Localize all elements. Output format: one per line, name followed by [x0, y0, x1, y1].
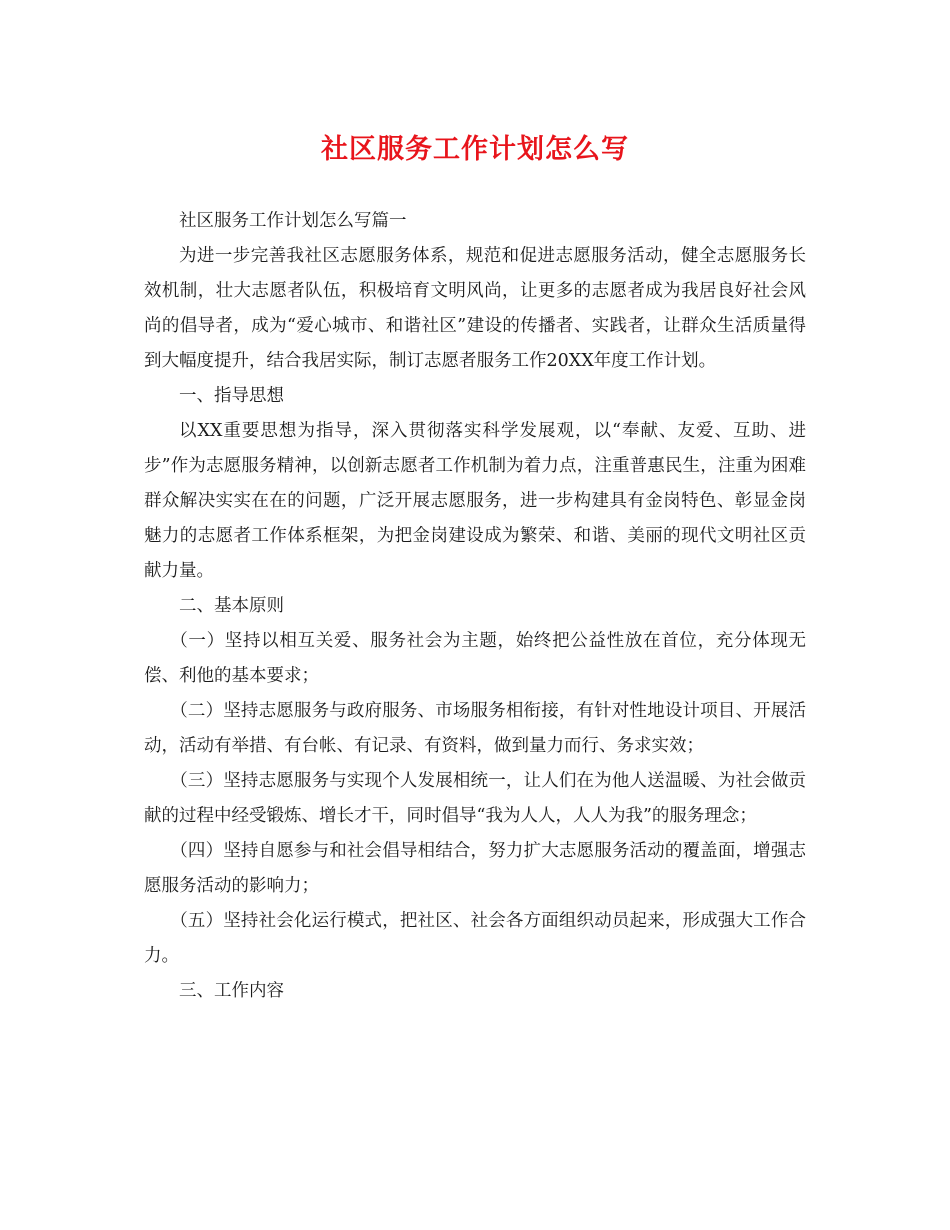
section-subtitle: 社区服务工作计划怎么写篇一 — [179, 211, 407, 231]
heading-work-content: 三、工作内容 — [179, 981, 284, 1001]
heading-guiding-ideology: 一、指导思想 — [179, 386, 284, 406]
guiding-ideology-paragraph: 以XX重要思想为指导，深入贯彻落实科学发展观，以“奉献、友爱、互助、进步”作为志愿服务精神，以创新志愿者工作机制为着力点，注重普惠民生，注重为困难群众解决实实在在的问题，广泛开展志愿服务，进一步构建具有金岗特色、彰显金岗魅力的志愿者工作体系框架，为把金岗建设成为繁荣、和谐、美丽的现代文明社区贡献力量。 — [144, 421, 806, 581]
principle-1: （一）坚持以相互关爱、服务社会为主题，始终把公益性放在首位，充分体现无偿、利他的基本要求； — [144, 631, 806, 686]
principle-2: （二）坚持志愿服务与政府服务、市场服务相衔接，有针对性地设计项目、开展活动，活动有举措、有台帐、有记录、有资料，做到量力而行、务求实效； — [144, 701, 806, 756]
principle-5: （五）坚持社会化运行模式，把社区、社会各方面组织动员起来，形成强大工作合力。 — [144, 911, 806, 966]
document-body — [144, 204, 806, 1009]
heading-basic-principles: 二、基本原则 — [179, 596, 284, 616]
intro-paragraph: 为进一步完善我社区志愿服务体系，规范和促进志愿服务活动，健全志愿服务长效机制，壮大志愿者队伍，积极培育文明风尚，让更多的志愿者成为我居良好社会风尚的倡导者，成为“爱心城市、和谐社区”建设的传播者、实践者，让群众生活质量得到大幅度提升，结合我居实际，制订志愿者服务工作20XX年度工作计划。 — [144, 246, 806, 371]
principle-4: （四）坚持自愿参与和社会倡导相结合，努力扩大志愿服务活动的覆盖面，增强志愿服务活动的影响力； — [144, 841, 806, 896]
principle-3: （三）坚持志愿服务与实现个人发展相统一，让人们在为他人送温暖、为社会做贡献的过程中经受锻炼、增长才干，同时倡导“我为人人，人人为我”的服务理念； — [144, 771, 806, 826]
document-title: 社区服务工作计划怎么写 — [321, 134, 629, 165]
